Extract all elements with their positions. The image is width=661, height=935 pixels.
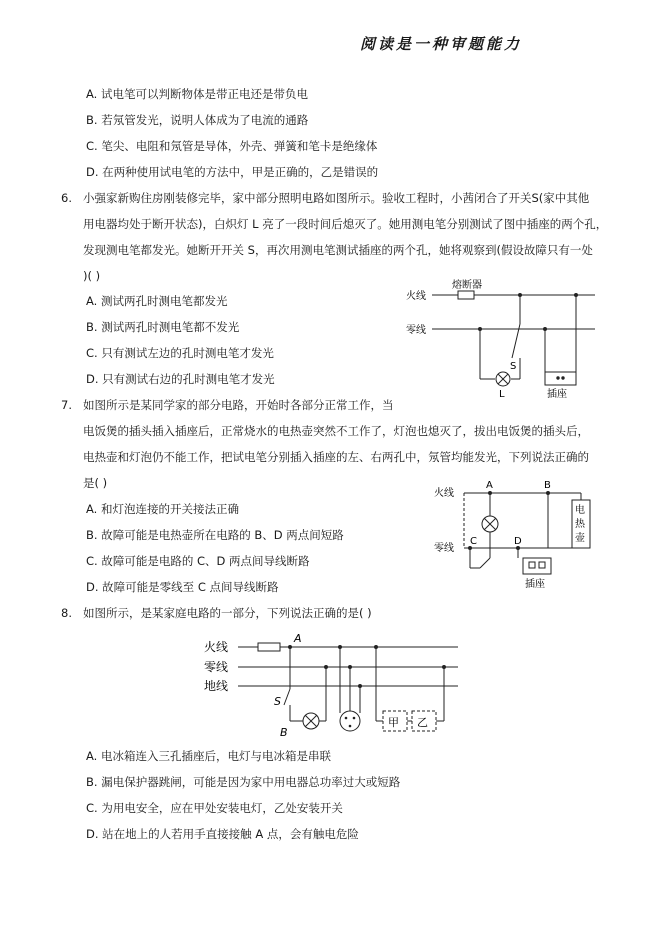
fig8-jia-label: 甲	[388, 716, 399, 729]
fig8-yi-label: 乙	[417, 716, 428, 729]
fig6-neutral-label: 零线	[406, 325, 426, 336]
q5-option-c: C. 笔尖、电阻和氖管是导体，外壳、弹簧和笔卡是绝缘体	[86, 139, 378, 153]
q6-stem-line2: 用电器均处于断开状态)，白炽灯 L 亮了一段时间后熄灭了。她用测电笔分别测试了图中插座的两个孔，	[83, 217, 608, 231]
fig7-kettle-char1: 电	[575, 505, 585, 516]
q8-option-a: A. 电冰箱连入三孔插座后，电灯与电冰箱是串联	[86, 749, 331, 763]
fig8-live-label: 火线	[204, 640, 229, 654]
q8-number: 8.	[61, 606, 72, 620]
q6-number: 6.	[61, 191, 72, 205]
fig8-point-b: B	[280, 726, 288, 739]
fig6-live-label: 火线	[406, 291, 426, 302]
fig7-point-b: B	[544, 480, 551, 491]
protector-box	[258, 643, 280, 651]
q7-option-c: C. 故障可能是电路的 C、D 两点间导线断路	[86, 554, 310, 568]
q5-option-a: A. 试电笔可以判断物体是带正电还是带负电	[86, 87, 308, 101]
q7-number: 7.	[61, 398, 72, 412]
fig6-switch-label: S	[510, 361, 517, 372]
fig7-socket-label: 插座	[525, 579, 545, 590]
fig7-point-c: C	[470, 536, 477, 547]
fig7-live-label: 火线	[434, 488, 454, 499]
q6-stem-line1: 小强家新购住房刚装修完毕，家中部分照明电路如图所示。验收工程时，小茜闭合了开关S(家中其他	[83, 191, 590, 205]
q6-stem-line4: )( )	[83, 269, 101, 283]
q8-stem-line1: 如图所示，是某家庭电路的一部分，下列说法正确的是( )	[83, 606, 372, 620]
fig8-switch-s: S	[274, 695, 281, 708]
fig6-fuse-label: 熔断器	[452, 280, 482, 291]
q7-stem-line2: 电饭煲的插头插入插座后，正常烧水的电热壶突然不工作了，灯泡也熄灭了，拔出电饭煲的插头后，	[83, 424, 589, 438]
fig7-neutral-label: 零线	[434, 543, 454, 554]
q7-option-b: B. 故障可能是电热壶所在电路的 B、D 两点间短路	[86, 528, 344, 542]
q5-option-b: B. 若氖管发光，说明人体成为了电流的通路	[86, 113, 309, 127]
q7-option-d: D. 故障可能是零线至 C 点间导线断路	[86, 580, 279, 594]
fig8-neutral-label: 零线	[204, 660, 229, 674]
q8-option-c: C. 为用电安全，应在甲处安装电灯，乙处安装开关	[86, 801, 343, 815]
fuse-box	[458, 291, 474, 299]
q7-circuit-diagram	[430, 478, 595, 593]
fig7-point-d: D	[514, 536, 522, 547]
q6-option-a: A. 测试两孔时测电笔都发光	[86, 294, 228, 308]
q8-option-d: D. 站在地上的人若用手直接接触 A 点，会有触电危险	[86, 827, 359, 841]
q7-option-a: A. 和灯泡连接的开关接法正确	[86, 502, 239, 516]
q8-circuit-diagram	[200, 633, 465, 741]
fig7-kettle-char2: 热	[575, 519, 585, 530]
fig8-ground-label: 地线	[204, 679, 229, 693]
q6-circuit-diagram	[400, 276, 600, 400]
q6-option-b: B. 测试两孔时测电笔都不发光	[86, 320, 240, 334]
q6-stem-line3: 发现测电笔都发光。她断开开关 S，再次用测电笔测试插座的两个孔，她将观察到(假设故障只有一处	[83, 243, 593, 257]
fig6-lamp-label: L	[499, 389, 505, 400]
q6-option-c: C. 只有测试左边的孔时测电笔才发光	[86, 346, 274, 360]
q7-stem-line3: 电热壶和灯泡仍不能工作，把试电笔分别插入插座的左、右两孔中，氖管均能发光，下列说法正确的	[83, 450, 589, 464]
q7-stem-line1: 如图所示是某同学家的部分电路，开始时各部分正常工作，当	[83, 398, 394, 412]
fig8-point-a: A	[294, 633, 302, 645]
q6-option-d: D. 只有测试右边的孔时测电笔才发光	[86, 372, 275, 386]
q5-option-d: D. 在两种使用试电笔的方法中，甲是正确的，乙是错误的	[86, 165, 379, 179]
fig7-point-a: A	[486, 480, 493, 491]
fig7-kettle-char3: 壶	[575, 533, 585, 544]
fig6-socket-label: 插座	[547, 389, 567, 400]
q7-stem-line4: 是( )	[83, 476, 108, 490]
q8-option-b: B. 漏电保护器跳闸，可能是因为家中用电器总功率过大或短路	[86, 775, 401, 789]
page-header-title: 阅读是一种审题能力	[360, 35, 523, 53]
